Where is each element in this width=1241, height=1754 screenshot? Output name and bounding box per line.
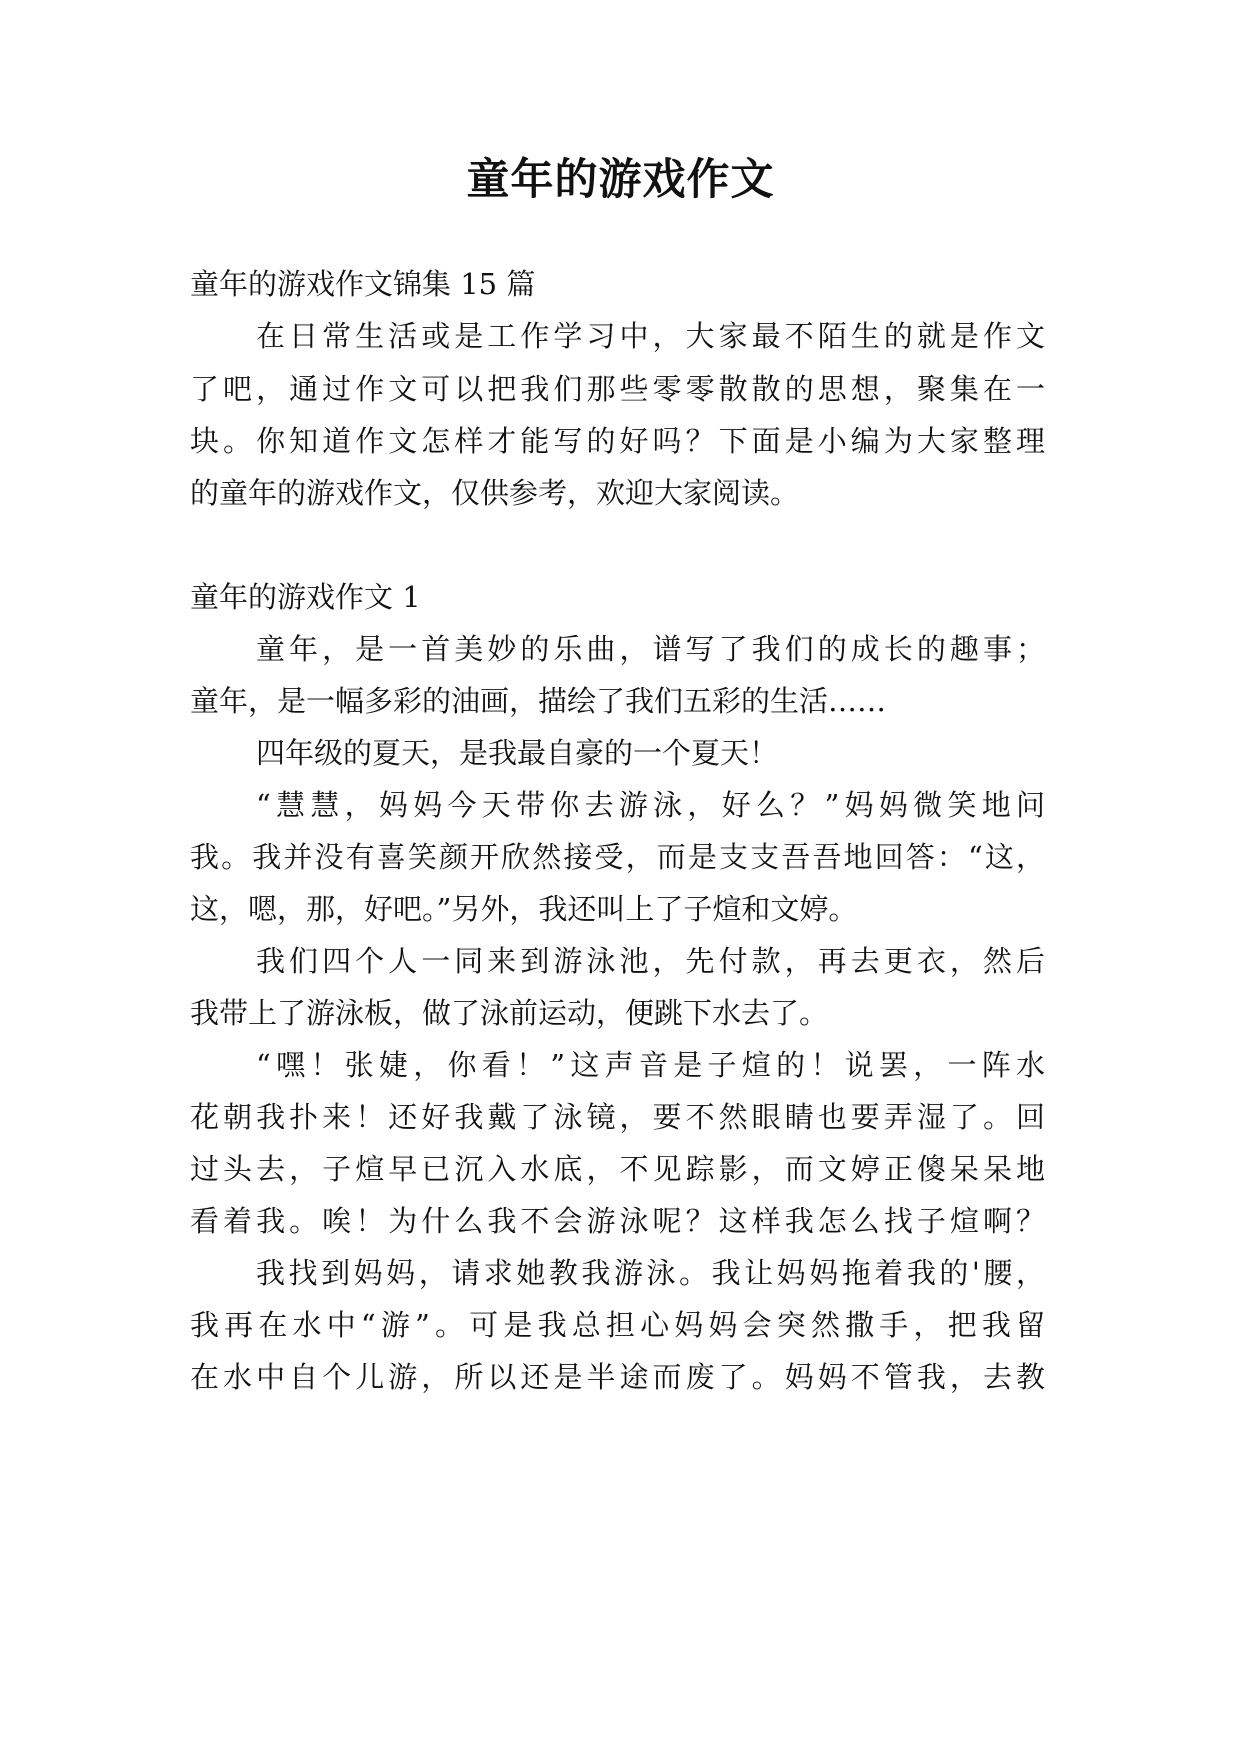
- paragraph-line: 童年，是一幅多彩的油画，描绘了我们五彩的生活……: [190, 684, 887, 718]
- paragraph-line: 在水中自个儿游，所以还是半途而废了。妈妈不管我，去教: [190, 1360, 1045, 1394]
- paragraph-line: “嘿！张婕，你看！”这声音是子煊的！说罢，一阵水: [256, 1048, 1045, 1082]
- section-heading: 童年的游戏作文 1: [190, 580, 421, 614]
- paragraph-line: 花朝我扑来！还好我戴了泳镜，要不然眼睛也要弄湿了。回: [190, 1100, 1045, 1134]
- paragraph-line: 我带上了游泳板，做了泳前运动，便跳下水去了。: [190, 996, 829, 1030]
- paragraph-line: 四年级的夏天，是我最自豪的一个夏天！: [256, 736, 779, 770]
- paragraph-line: 看着我。唉！为什么我不会游泳呢？这样我怎么找子煊啊？: [190, 1204, 1045, 1238]
- paragraph-line: 我再在水中“游”。可是我总担心妈妈会突然撒手，把我留: [190, 1308, 1045, 1342]
- intro-line: 的童年的游戏作文，仅供参考，欢迎大家阅读。: [190, 476, 800, 510]
- paragraph-line: “慧慧，妈妈今天带你去游泳，好么？”妈妈微笑地问: [256, 788, 1045, 822]
- document-subtitle: 童年的游戏作文锦集 15 篇: [190, 267, 536, 301]
- document-title: 童年的游戏作文: [466, 155, 775, 205]
- paragraph-line: 这，嗯，那，好吧。”另外，我还叫上了子煊和文婷。: [190, 892, 858, 926]
- paragraph-line: 我找到妈妈，请求她教我游泳。我让妈妈拖着我的'腰，: [256, 1256, 1045, 1290]
- paragraph-line: 我们四个人一同来到游泳池，先付款，再去更衣，然后: [256, 944, 1045, 978]
- intro-line: 在日常生活或是工作学习中，大家最不陌生的就是作文: [256, 319, 1045, 353]
- paragraph-line: 童年，是一首美妙的乐曲，谱写了我们的成长的趣事；: [256, 632, 1045, 666]
- paragraph-line: 过头去，子煊早已沉入水底，不见踪影，而文婷正傻呆呆地: [190, 1152, 1045, 1186]
- intro-line: 块。你知道作文怎样才能写的好吗？下面是小编为大家整理: [190, 424, 1045, 458]
- paragraph-line: 我。我并没有喜笑颜开欣然接受，而是支支吾吾地回答：“这，: [190, 840, 1045, 874]
- intro-line: 了吧，通过作文可以把我们那些零零散散的思想，聚集在一: [190, 372, 1045, 406]
